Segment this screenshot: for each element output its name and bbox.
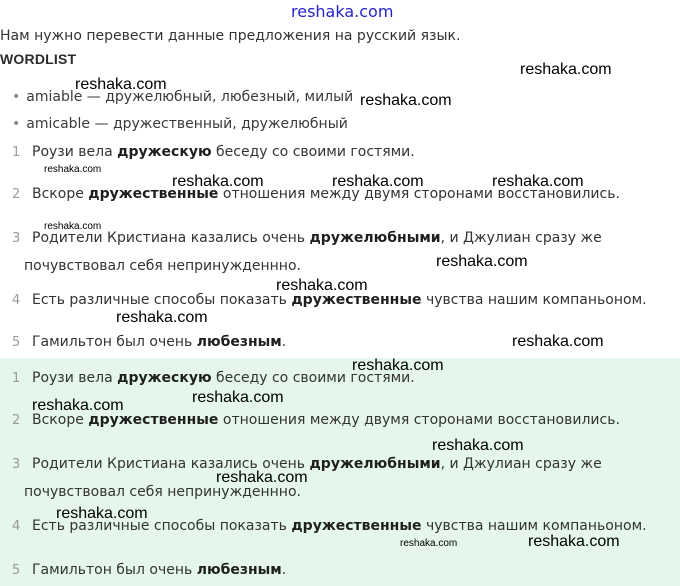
answer-sentence — [32, 456, 602, 472]
answer-number: 2 — [12, 413, 21, 428]
answer-panel — [0, 358, 680, 586]
sentence-number: 3 — [12, 231, 21, 246]
sentence — [32, 230, 602, 246]
watermark: reshaka.com — [32, 397, 124, 414]
wordlist-title: WORDLIST — [0, 51, 77, 67]
sentence — [32, 334, 286, 350]
watermark: reshaka.com — [360, 92, 452, 109]
answer-continuation: почувствовал себя непринужденнно. — [24, 484, 301, 500]
watermark: reshaka.com — [432, 437, 524, 454]
bullet-icon: • — [12, 89, 21, 105]
wordlist-item-text: amicable — дружественный, дружелюбный — [26, 116, 348, 132]
wordlist-item-text: amiable — дружелюбный, любезный, милый — [26, 89, 354, 105]
watermark: reshaka.com — [216, 469, 308, 486]
sentence-number: 1 — [12, 145, 21, 160]
sentence-text: . — [281, 334, 287, 350]
answer-keyword: дружественные — [291, 518, 422, 534]
watermark: reshaka.com — [192, 389, 284, 406]
watermark: reshaka.com — [56, 505, 148, 522]
answer-text: чувства нашим компаньоном. — [421, 518, 647, 534]
answer-text: Есть различные способы показать — [32, 518, 292, 534]
sentence-text: Вскоре — [32, 186, 89, 202]
sentence-keyword: дружескую — [117, 144, 212, 160]
sentence-keyword: дружественные — [88, 186, 219, 202]
watermark: reshaka.com — [520, 61, 612, 78]
sentence-number: 2 — [12, 187, 21, 202]
site-header-link[interactable]: reshaka.com — [291, 2, 394, 21]
sentence-keyword: любезным — [196, 334, 282, 350]
answer-keyword: любезным — [196, 562, 282, 578]
sentence-text: Родители Кристиана казались очень — [32, 230, 310, 246]
sentence-number: 4 — [12, 293, 21, 308]
answer-text: Роузи вела — [32, 370, 118, 386]
watermark: reshaka.com — [44, 164, 102, 175]
watermark: reshaka.com — [116, 309, 208, 326]
sentence-text: отношения между двумя сторонами восстановились. — [218, 186, 620, 202]
sentence-text: беседу со своими гостями. — [211, 144, 415, 160]
sentence-keyword: дружелюбными — [309, 230, 441, 246]
sentence — [32, 144, 415, 160]
answer-sentence — [32, 562, 286, 578]
watermark: reshaka.com — [352, 357, 444, 374]
answer-text: отношения между двумя сторонами восстановились. — [218, 412, 620, 428]
sentence-continuation: почувствовал себя непринужденнно. — [24, 258, 301, 274]
sentence-text: Есть различные способы показать — [32, 292, 292, 308]
watermark: reshaka.com — [492, 173, 584, 190]
answer-text: . — [281, 562, 287, 578]
sentence-text: Роузи вела — [32, 144, 118, 160]
watermark: reshaka.com — [172, 173, 264, 190]
answer-number: 1 — [12, 371, 21, 386]
watermark: reshaka.com — [276, 277, 368, 294]
answer-number: 4 — [12, 519, 21, 534]
watermark: reshaka.com — [436, 253, 528, 270]
watermark: reshaka.com — [528, 533, 620, 550]
answer-text: беседу со своими гостями. — [211, 370, 415, 386]
answer-number: 5 — [12, 563, 21, 578]
sentence-text: Гамильтон был очень — [32, 334, 197, 350]
sentence-text: , и Джулиан сразу же — [440, 230, 602, 246]
wordlist-item — [12, 116, 348, 132]
answer-keyword: дружественные — [88, 412, 219, 428]
watermark: reshaka.com — [512, 333, 604, 350]
answer-text: , и Джулиан сразу же — [440, 456, 602, 472]
bullet-icon: • — [12, 116, 21, 132]
sentence-keyword: дружественные — [291, 292, 422, 308]
watermark: reshaka.com — [332, 173, 424, 190]
watermark: reshaka.com — [75, 76, 167, 93]
answer-keyword: дружескую — [117, 370, 212, 386]
answer-text: Родители Кристиана казались очень — [32, 456, 310, 472]
answer-keyword: дружелюбными — [309, 456, 441, 472]
sentence-number: 5 — [12, 335, 21, 350]
wordlist-item — [12, 89, 353, 105]
answer-number: 3 — [12, 457, 21, 472]
answer-text: Вскоре — [32, 412, 89, 428]
watermark: reshaka.com — [400, 538, 458, 549]
watermark: reshaka.com — [44, 221, 102, 232]
answer-text: Гамильтон был очень — [32, 562, 197, 578]
task-intro: Нам нужно перевести данные предложения на русский язык. — [0, 28, 461, 44]
sentence-text: чувства нашим компаньоном. — [421, 292, 647, 308]
